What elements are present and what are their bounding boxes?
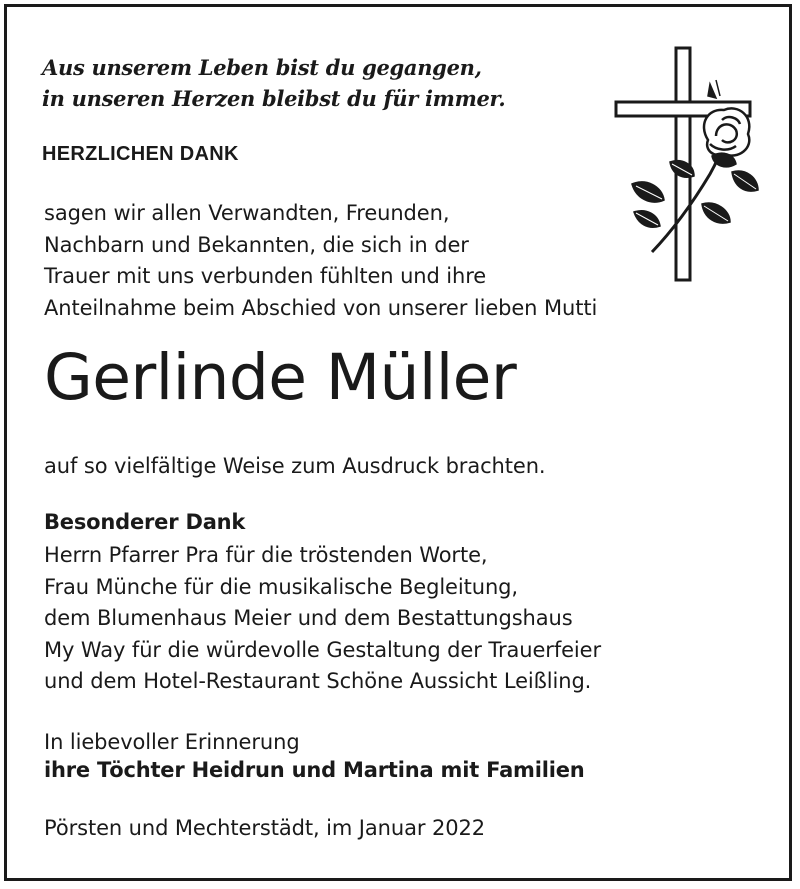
special-thanks-list — [44, 540, 601, 698]
place-date: Pörsten und Mechterstädt, im Januar 2022 — [44, 816, 486, 840]
intro-line-3: Trauer mit uns verbunden fühlten und ihre — [44, 264, 487, 288]
family-signature: ihre Töchter Heidrun und Martina mit Familien — [44, 758, 585, 782]
intro-line-1: sagen wir allen Verwandten, Freunden, — [44, 201, 450, 225]
thanks-line: Herrn Pfarrer Pra für die tröstenden Worte, — [44, 543, 488, 567]
special-thanks-title: Besonderer Dank — [44, 510, 246, 534]
thanks-line: My Way für die würdevolle Gestaltung der Trauerfeier — [44, 637, 602, 662]
thanks-line: und dem Hotel-Restaurant Schöne Aussicht Leißling. — [44, 669, 592, 693]
thanks-line: dem Blumenhaus Meier und dem Bestattungshaus — [44, 606, 573, 630]
thanks-line: Frau Münche für die musikalische Begleitung, — [44, 574, 518, 599]
cross-with-rose-icon — [612, 44, 762, 284]
verse-line-1: Aus unserem Leben bist du gegangen, — [42, 55, 482, 80]
memory-line: In liebevoller Erinnerung — [44, 730, 300, 754]
verse-line-2: in unseren Herzen bleibst du für immer. — [42, 86, 506, 111]
intro-paragraph — [44, 198, 597, 324]
deceased-name: Gerlinde Müller — [44, 341, 517, 414]
intro-line-4: Anteilnahme beim Abschied von unserer lieben Mutti — [44, 295, 598, 320]
closing-line: auf so vielfältige Weise zum Ausdruck brachten. — [44, 454, 546, 478]
memorial-verse — [42, 52, 505, 114]
intro-line-2: Nachbarn und Bekannten, die sich in der — [44, 232, 469, 257]
thanks-heading: HERZLICHEN DANK — [42, 143, 239, 165]
